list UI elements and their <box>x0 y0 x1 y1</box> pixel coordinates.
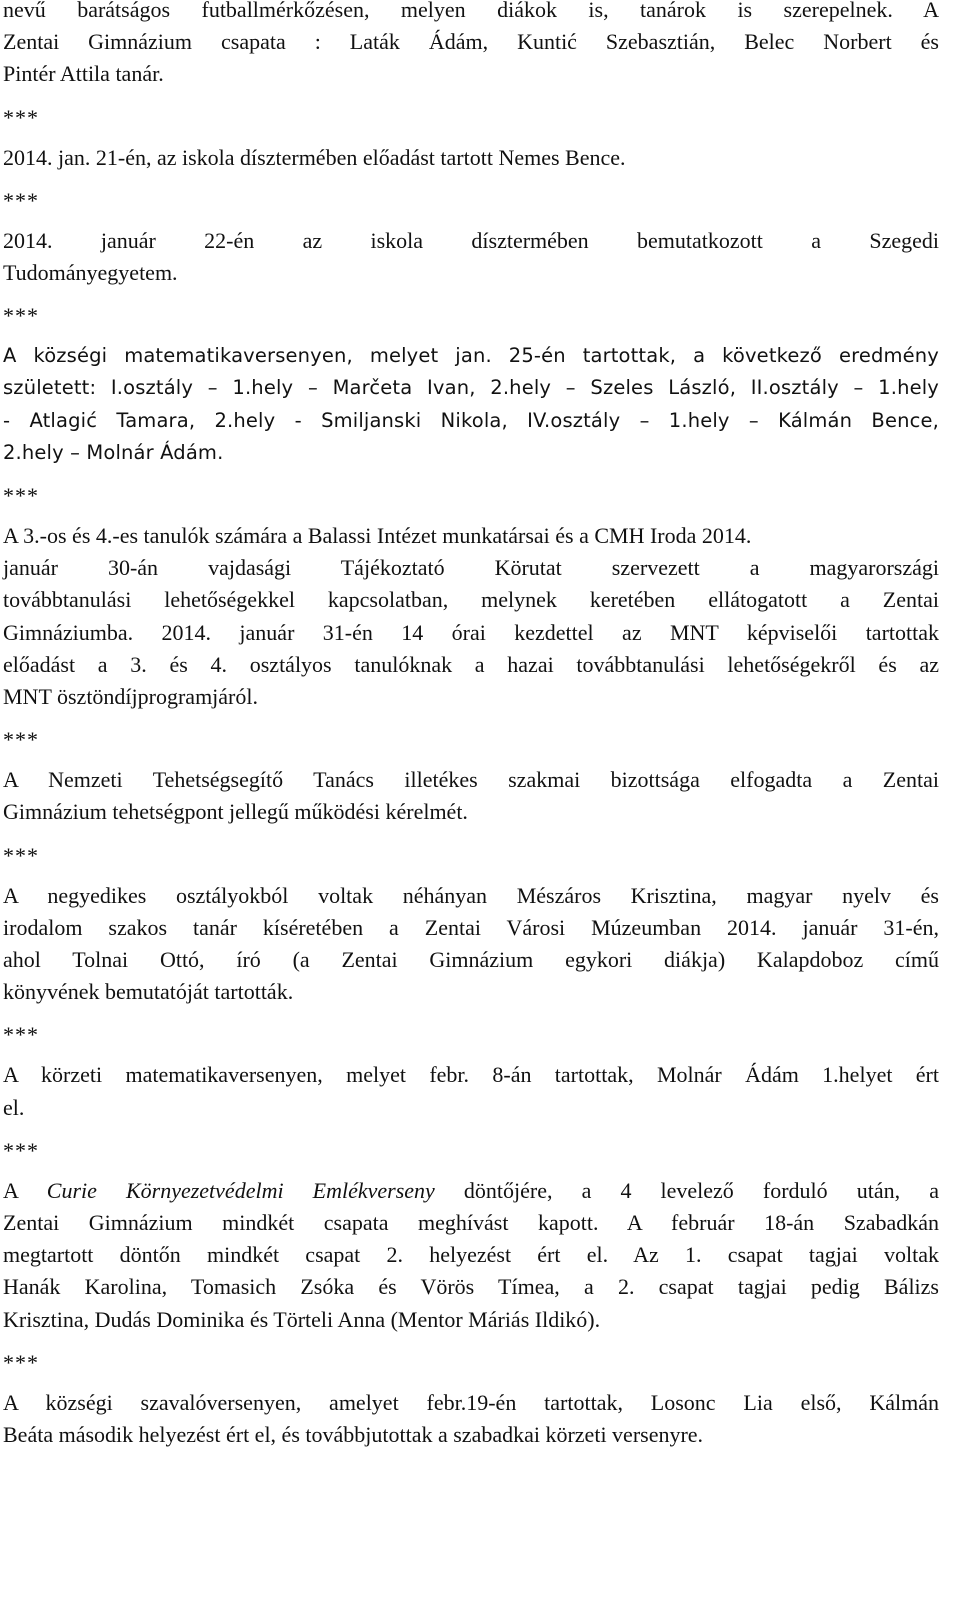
text-line: - Atlagić Tamara, 2.hely - Smiljanski Nikola, IV.osztály – 1.hely – Kálmán Bence, <box>3 408 939 432</box>
text-line: megtartott döntőn mindkét csapat 2. helyezést ért el. Az 1. csapat tagjai voltak <box>3 1242 939 1268</box>
section-separator: *** <box>3 303 39 329</box>
text-line: könyvének bemutatóját tartották. <box>3 979 294 1005</box>
section-separator: *** <box>3 1022 39 1048</box>
paragraph-balassi-institute <box>3 520 939 713</box>
paragraph-district-math-competition <box>3 1059 939 1123</box>
paragraph-football-match <box>3 0 939 91</box>
text-line: Gimnáziumba. 2014. január 31-én 14 órai kezdettel az MNT képviselői tartottak <box>3 619 939 645</box>
text-line: A Nemzeti Tehetségsegítő Tanács illetékes szakmai bizottsága elfogadta a Zentai <box>3 767 939 793</box>
text-line: ahol Tolnai Ottó, író (a Zentai Gimnázium egykori diákja) Kalapdoboz című <box>3 947 939 973</box>
text-line: Zentai Gimnázium csapata : Laták Ádám, Kuntić Szebasztián, Belec Norbert és <box>3 29 939 55</box>
paragraph-math-competition-results <box>3 340 939 469</box>
text-line: 2.hely – Molnár Ádám. <box>3 440 224 464</box>
text-line: MNT ösztöndíjprogramjáról. <box>3 684 258 710</box>
paragraph-recitation-competition <box>3 1387 939 1451</box>
text-line: továbbtanulási lehetőségekkel kapcsolatban, melynek keretében ellátogatott a Zentai <box>3 587 939 613</box>
text-line: A negyedikes osztályokból voltak néhányan Mészáros Krisztina, magyar nyelv és <box>3 882 939 908</box>
paragraph-curie-competition <box>3 1175 939 1336</box>
section-separator: *** <box>3 187 39 213</box>
section-separator: *** <box>3 727 39 753</box>
text-line: A 3.-os és 4.-es tanulók számára a Balassi Intézet munkatársai és a CMH Iroda 2014. <box>3 523 752 549</box>
text-line: el. <box>3 1094 25 1120</box>
text-line: A községi szavalóversenyen, amelyet febr.19-én tartottak, Losonc Lia első, Kálmán <box>3 1389 939 1415</box>
text-line <box>3 1175 939 1207</box>
text-line: Gimnázium tehetségpont jellegű működési kérelmét. <box>3 799 468 825</box>
section-separator: *** <box>3 1137 39 1163</box>
text-line: Tudományegyetem. <box>3 260 178 286</box>
text-line: A körzeti matematikaversenyen, melyet febr. 8-án tartottak, Molnár Ádám 1.helyet ért <box>3 1062 939 1088</box>
section-separator: *** <box>3 483 39 509</box>
text-line: Pintér Attila tanár. <box>3 61 164 87</box>
text-line: Hanák Karolina, Tomasich Zsóka és Vörös Tímea, a 2. csapat tagjai pedig Bálizs <box>3 1274 939 1300</box>
text-line: Krisztina, Dudás Dominika és Törteli Anna (Mentor Máriás Ildikó). <box>3 1306 601 1332</box>
text-line: A községi matematikaversenyen, melyet jan. 25-én tartottak, a következő eredmény <box>3 344 939 368</box>
text-line: született: I.osztály – 1.hely – Marčeta Ivan, 2.hely – Szeles László, II.osztály – 1.hely <box>3 376 939 400</box>
text-span: döntőjére, a 4 levelező forduló után, a <box>434 1177 939 1203</box>
document-page <box>3 0 939 1451</box>
text-line: Beáta második helyezést ért el, és továbbjutottak a szabadkai körzeti versenyre. <box>3 1422 704 1448</box>
text-line: nevű barátságos futballmérkőzésen, melyen diákok is, tanárok is szerepelnek. A <box>3 0 939 22</box>
section-separator: *** <box>3 842 39 868</box>
paragraph-lecture-nemes-bence <box>3 142 939 174</box>
paragraph-talent-council <box>3 764 939 828</box>
text-line: 2014. jan. 21-én, az iskola dísztermében előadást tartott Nemes Bence. <box>3 144 626 170</box>
text-line: Zentai Gimnázium mindkét csapata meghívást kapott. A február 18-án Szabadkán <box>3 1210 939 1236</box>
text-span: A <box>3 1177 47 1203</box>
text-line: irodalom szakos tanár kíséretében a Zentai Városi Múzeumban 2014. január 31-én, <box>3 914 939 940</box>
competition-title-italic: Curie Környezetvédelmi Emlékverseny <box>46 1177 435 1203</box>
text-line: január 30-án vajdasági Tájékoztató Körutat szervezett a magyarországi <box>3 555 939 581</box>
section-separator: *** <box>3 1349 39 1375</box>
section-separator: *** <box>3 104 39 130</box>
text-line: előadást a 3. és 4. osztályos tanulóknak a hazai továbbtanulási lehetőségekről és az <box>3 651 939 677</box>
text-line: 2014. január 22-én az iskola dísztermében bemutatkozott a Szegedi <box>3 227 939 253</box>
paragraph-museum-visit <box>3 880 939 1009</box>
paragraph-szeged-university <box>3 225 939 289</box>
